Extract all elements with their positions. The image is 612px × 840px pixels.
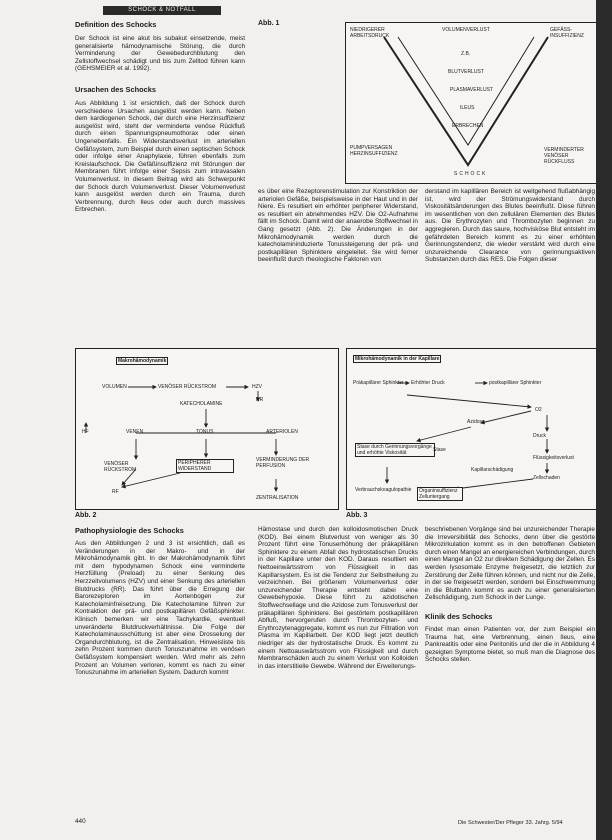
figure-1 [345, 22, 597, 184]
fig3-organinsuff: Organinsuffizienz Zelluntergang [417, 487, 463, 501]
paragraph-definition: Der Schock ist eine akut bis subakut einsetzende, meist generalisierte hämodynamische Störung, die durch Verminderung der Gewebedurchblutung den Zellstoffwechsel schädigt und bis zum Zelltod führen kann (GEHSMEIER et al. 1992). [75, 35, 245, 73]
paragraph-causes: Aus Abbildung 1 ist ersichtlich, daß der Schock durch verschiedene Ursachen ausgelöst werden kann. Neben dem kardiogenen Schock, der durch eine Herzinsuffizienz ausgelöst wird, steht der verminderte venöse Rückfluß durch einen Spannungspneumothorax oder einen Ungenebenfalls. Ein Widerstandsverlust im arteriellen Gefäßsystem, zum Beispiel durch einen septischen Schock oder infolge einer Anaphylaxie, führen ebenfalls zum Kreislaufschock. Die Gefäßinsuffizienz mit Störungen der Membranen führt infolge einer Sepsis zum intravasalen Volumenverlust. In diesem Beitrag wird als Schwerpunkt der Schock durch Volumenverlust. Dieser Volumenverlust kann ausgelöst werden durch ein Trauma, durch Verbrennung, durch Ileus oder auch durch massives Erbrechen. [75, 99, 245, 214]
fig1-item-4: ERBRECHEN [452, 123, 484, 129]
fig1-top-right: GEFÄSS-INSUFFIZIENZ [550, 27, 584, 39]
fig3-o2: O2 [535, 407, 542, 413]
fig1-top-left: NIEDRIGERER ARBEITSDRUCK [350, 27, 390, 39]
fig3-title: Mikrohämodynamik in der Kapillare [355, 356, 440, 362]
fig1-bottom-center: SCHOCK [454, 171, 488, 177]
figure-3-label: Abb. 3 [346, 512, 368, 519]
fig2-venoeser-rueckstrom: VENÖSER RÜCKSTROM [104, 461, 137, 473]
paragraph-right-top: derstand im kapillären Bereich ist weitgehend flußabhängig ist, wird der Strömungswiderstand durch Viskositätsänderungen des Blutes beeinflußt. Diese führen im wesentlichen von den zellulären Elementen des Blutes aus. Die Erythrozyten und Thrombozyten beginnen zu aggregieren. Durch das saure, hochvisköse Blut entsteht im gefährdeten Bereich kommt es zu einer erhöhten Gerinnungstendenz, die wieder verstärkt wird durch eine unzureichende Clearance von gerinnungsaktiven Substanzen durch das RES. Die Folgen dieser [425, 188, 595, 264]
scan-edge-shadow [596, 0, 612, 840]
fig3-postkap: postkapillärer Sphinkter [489, 380, 542, 386]
fig2-peripherer: PERIPHERER WIDERSTAND [176, 459, 234, 473]
paragraph-right-bottom: beschriebenen Vorgänge sind bei unzureichender Therapie die Irreversibilität des Schocks, denn über die gestörte Mikrozirkulation kommt es in den betroffenen Gebieten durch einen Mangel an energiereichen Verbindungen, durch einen Mangel an O2 zur direkten Schädigung der Zellen. Es werden lysosomale Enzyme freigesetzt, die letztlich zur Zerstörung der Zelle führen können, und nicht nur die Zelle, in der sie freigesetzt werden, sondern bei Einschwemmung in die Blutbahn kommt es auch zu einer generalisierten Zellschädigung, zum Schock in der Lunge. [425, 526, 595, 602]
heading-definition: Definition des Schocks [75, 20, 157, 29]
fig1-item-3: ILEUS [460, 105, 475, 111]
fig3-zellschaden: Zellschaden [533, 475, 560, 481]
fig2-venen: VENEN [126, 429, 144, 435]
fig3-druck: Druck [533, 433, 547, 439]
left-column-bottom [75, 526, 245, 677]
journal-footer: Die Schwester/Der Pfleger 33. Jahrg. 5/94 [458, 820, 563, 826]
fig2-title: Makrohämodynamik [118, 358, 167, 364]
fig3-azidose: Azidose [467, 419, 485, 425]
figure-3 [346, 348, 598, 510]
fig3-prakap: Präkapillärer Sphinkter [353, 380, 404, 386]
left-column-top [75, 20, 245, 214]
paragraph-middle-bottom: Hämostase und durch den kolloidosmotischen Druck (KOD). Bei einem Blutverlust von weniger als 30 Prozent führt eine Tonuserhöhung der präkapillären Sphinktere zu einem Abfall des hydrostatischen Drucks in der Kapillare unter den KOD. Daraus resultiert ein Nettoeinwärtsstrom von Flüssigkeit in das Kapillarsystem. Es ist die Tendenz zur Selbstheilung zu verzeichnen. Bei größerem Volumenverlust oder unzureichender Therapie entsteht dabei eine Gewebehypoxie. Diese führt zu azidotischen Stoffwechsellage und die Azidose zum Tonusverlust der präkapillären Sphinktere. Bei gestörtem postkapillären Abfluß, hervorgerufen durch Thrombozyten- und Erythrozytenaggregate, kommt es nun zur Filtration von Plasma im Kapillarbett. Der KOD liegt jetzt deutlich niedriger als der hydrostatische Druck. Es kommt zu einem Nettoauswärtsstrom von Flüssigkeit und durch Membranschäden auch zu einem Verlust von Kolloiden in das interstitielle Gewebe. Während der Erweiterungs- [258, 526, 418, 670]
fig3-stase: Stase [433, 447, 446, 453]
figure-3-arrows [347, 349, 597, 509]
fig3-flussigkeit: Flüssigkeitsverlust [533, 455, 574, 461]
fig1-item-2: PLASMAVERLUST [450, 87, 493, 93]
fig2-venoeser: VENÖSER RÜCKSTROM [158, 384, 217, 390]
heading-pathophysiology: Pathophysiologie des Schocks [75, 526, 184, 535]
figure-1-label: Abb. 1 [258, 20, 280, 27]
paragraph-pathophysiology: Aus den Abbildungen 2 und 3 ist ersichtlich, daß es Veränderungen in der Makro- und in der Mikrohämodynamik gibt. In der Makrohämodynamik führt mit dem hypodynamen Schock eine verminderte Herzfüllung (Preload) zu einer Senkung des Herzzeitvolumens (HZV) und einer Senkung des arteriellen Blutdrucks (RR). Das führt über die Erregung der Barorezeptoren im Aortenbogen zur Katecholaminfreisetzung. Die Katecholamine führen zur Kontraktion der prä- und postkapillären Gefäßsphinkter. Klinisch bemerken wir eine Tachykardie, eventuell unveränderte Blutdruckverhältnisse. Die Folge der Katecholaminausschüttung ist aber eine Drosselung der Organdurchblutung, ist die Zentralisation. Hinweisliste bis zehn Prozent kommen durch Tonuszunahme im venösen Gefäßsystem kompensiert werden. Wird mehr als zehn Prozent an Volumen verloren, kommt es nach zu einer Tonuszunahme im arteriellen System. Dadurch kommt [75, 540, 245, 677]
fig3-stase-box: Stase durch Gerinnungsvorgänge und erhöhte Viskosität [355, 443, 435, 457]
fig2-verminderung: VERMINDERUNG DER PERFUSION [256, 457, 310, 469]
figure-2-label: Abb. 2 [75, 512, 97, 519]
fig1-top-center: VOLUMENVERLUST [442, 27, 490, 33]
fig3-verbrauchs: Verbrauchskoagulopathie [355, 487, 412, 493]
fig2-katechol: KATECHOLAMINE [180, 401, 223, 407]
fig1-bottom-right: VERMINDERTER VENÖSER RÜCKFLUSS [544, 147, 584, 165]
heading-clinic: Klinik des Schocks [425, 611, 493, 621]
fig2-volumen: VOLUMEN [102, 384, 127, 390]
fig2-tonus: TONUS [196, 429, 214, 435]
paragraph-clinic: Findet man einen Patienten vor, der zum Beispiel ein Trauma hat, eine Verbrennung, einen Ileus, eine Pankreatitis oder eine Peritonitis und der die in Abbildung 4 gezeigten Symptome bietet, so muß man die Diagnose des Schocks stellen. [425, 625, 595, 664]
fig2-rr: RR [256, 397, 264, 403]
fig3-erhoeht: Erhöhter Druck [411, 380, 445, 386]
middle-column-bottom [258, 526, 418, 670]
fig1-bottom-left: PUMPVERSAGEN HERZINSUFFIZIENZ [350, 145, 398, 157]
middle-column-top [258, 188, 418, 264]
fig2-hf: HF [82, 429, 89, 435]
right-column-bottom [425, 526, 595, 664]
fig1-zb: Z.B. [461, 51, 471, 57]
page-number: 440 [75, 818, 86, 825]
fig3-kapillar: Kapillarschädigung [471, 467, 514, 473]
fig2-hzv: HZV [252, 384, 262, 390]
fig2-zentralisation: ZENTRALISATION [256, 495, 299, 501]
section-tag: SCHOCK & NOTFALL [103, 6, 221, 15]
fig2-arteriolen: ARTERIOLEN [266, 429, 298, 435]
fig1-item-1: BLUTVERLUST [448, 69, 484, 75]
right-column-top [425, 188, 595, 264]
paragraph-middle-top: es über eine Rezeptorenstimulation zur Konstriktion der arteriolen Gefäße, beispielsweise in der Haut und in der Niere. Es resultiert ein erhöhter peripherer Widerstand, es resultiert ein abnehmendes HZV. Die O2-Aufnahme fällt im Schock. Damit wird der anaerobe Stoffwechsel in Gang gesetzt (Abb. 2). Die Änderungen in der Mikrohämodynamik werden durch die katecholamininduzierte Tonussteigerung der prä- und postkapillären Sphinktere eingeleitet. Sie wird ferner beeinflußt durch rheologische Faktoren von [258, 188, 418, 264]
fig2-rf: RF [112, 489, 119, 495]
figure-2 [75, 348, 339, 510]
heading-causes: Ursachen des Schocks [75, 84, 156, 94]
